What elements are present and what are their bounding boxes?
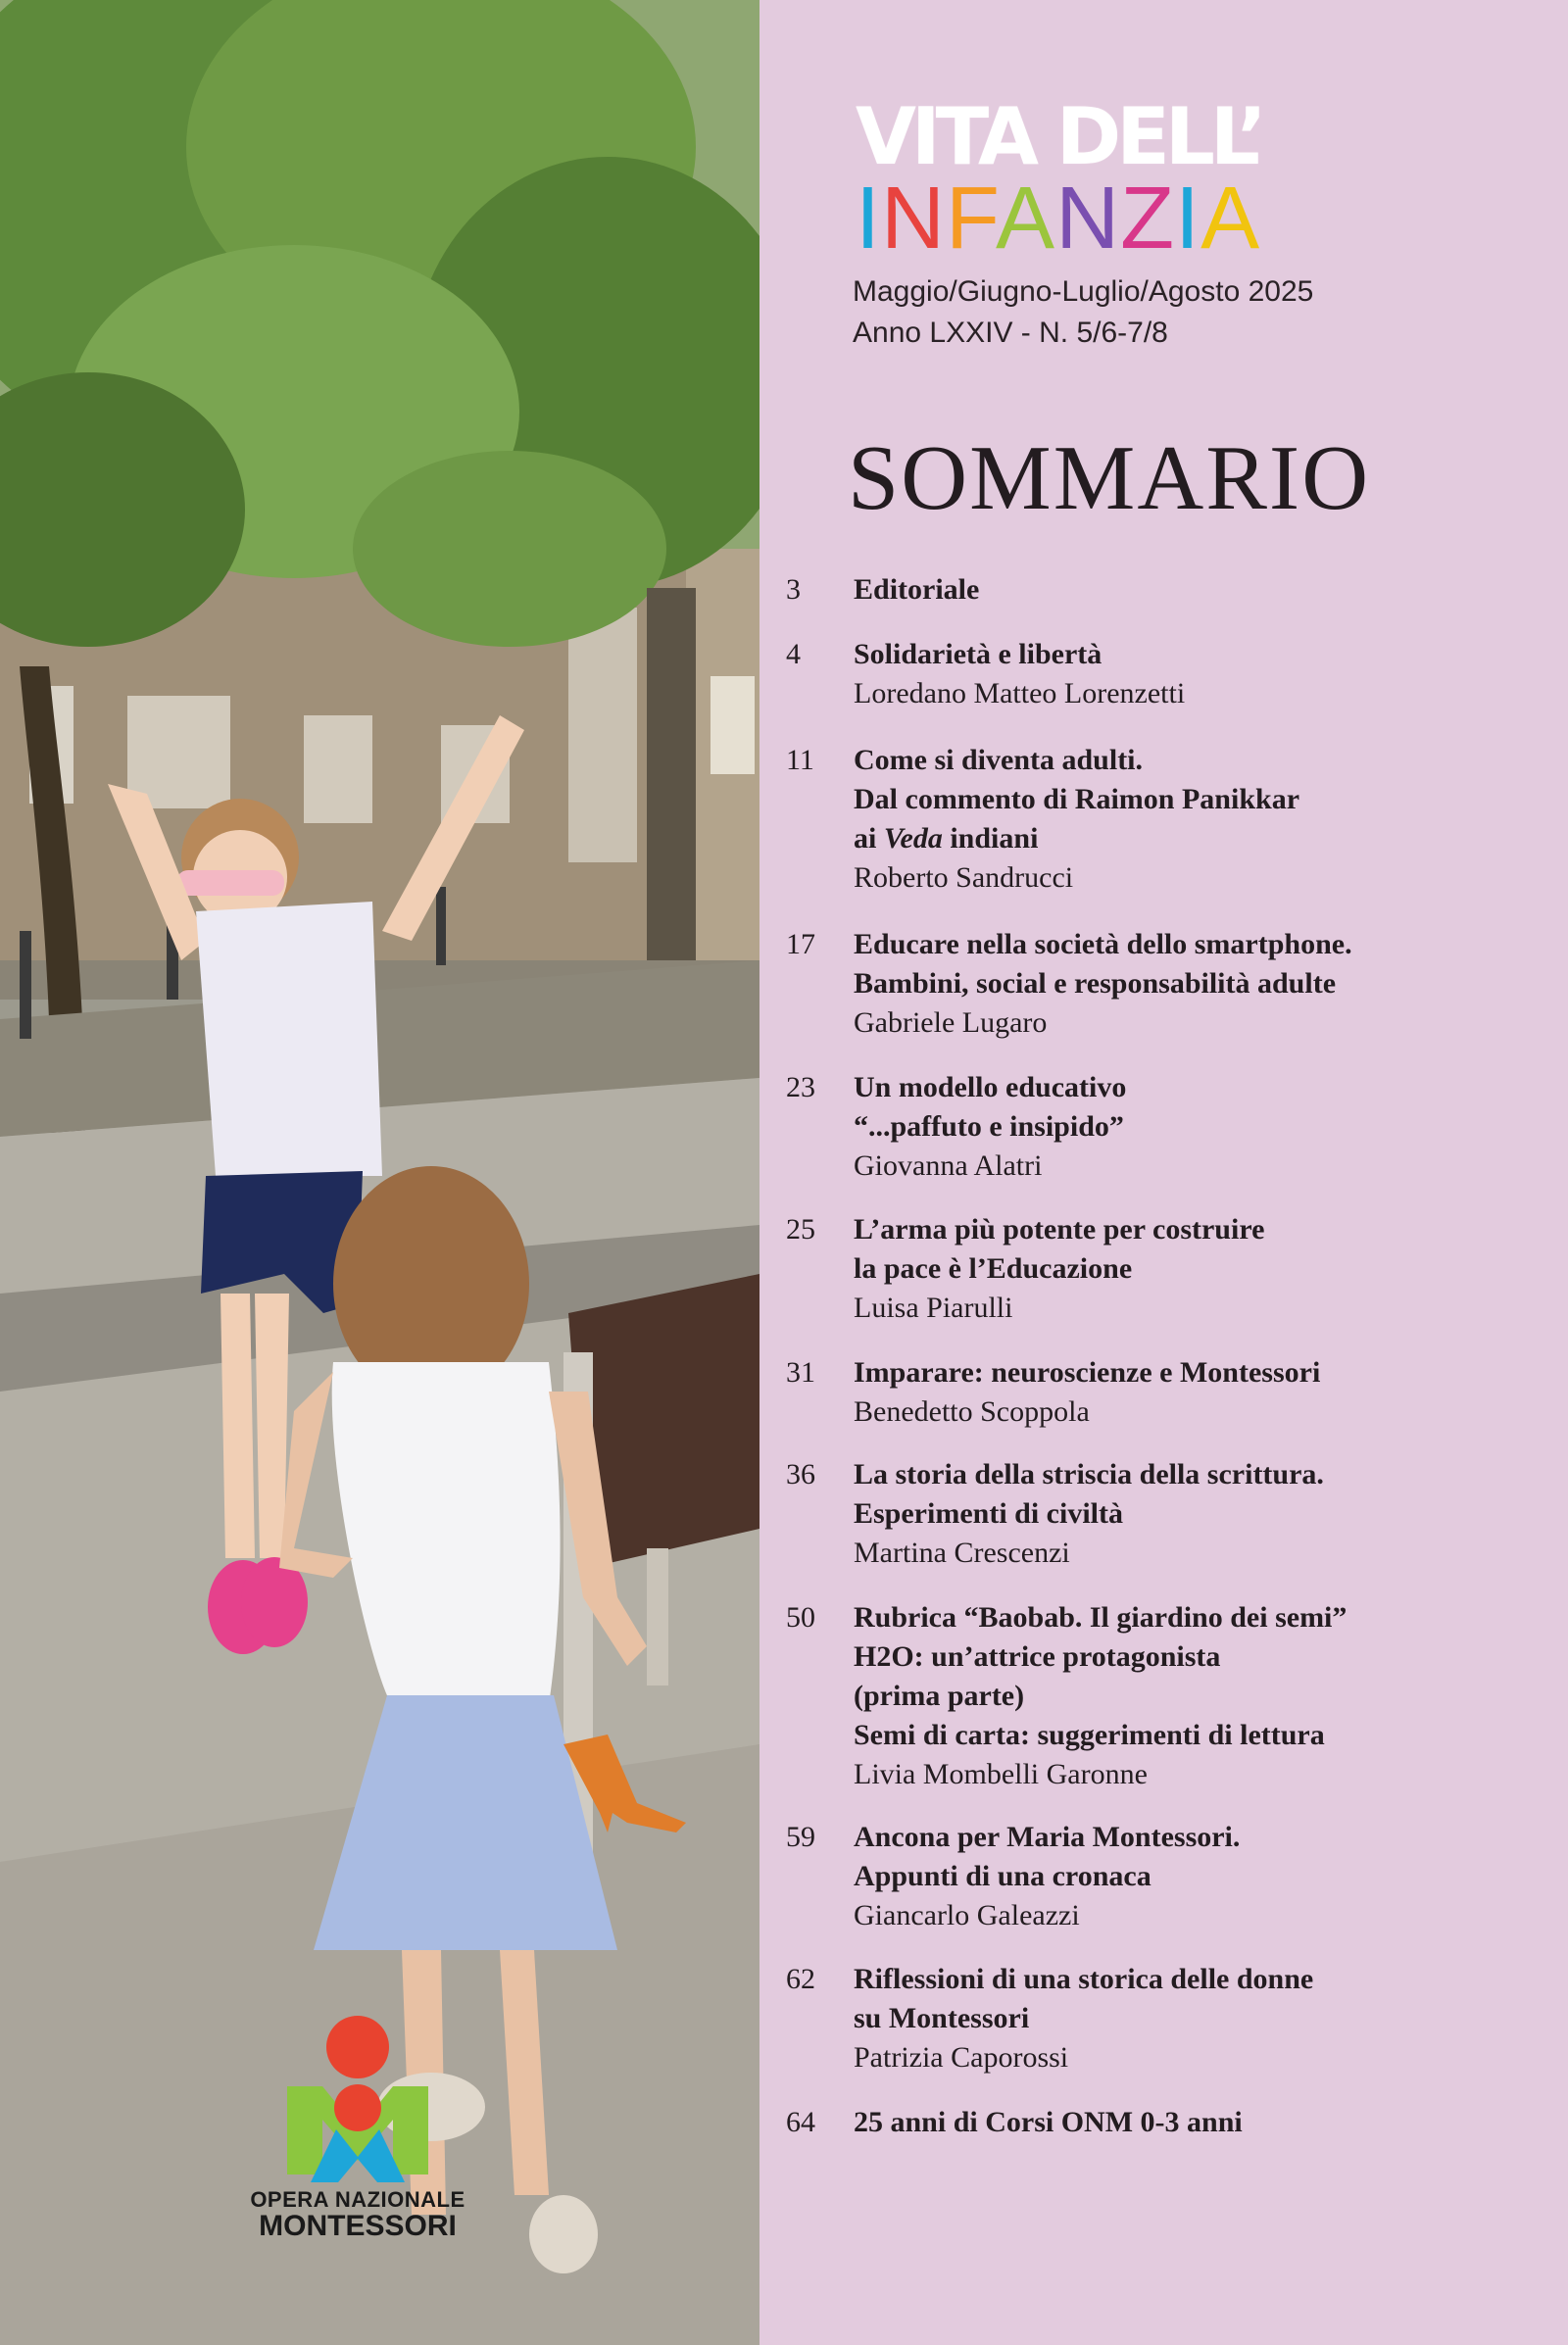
cover-photo bbox=[0, 0, 760, 2345]
toc-title-line: La storia della striscia della scrittura. bbox=[854, 1458, 1324, 1490]
toc-title-line: Un modello educativo bbox=[854, 1071, 1127, 1103]
masthead-letter: A bbox=[1200, 170, 1261, 268]
toc-page-number: 25 bbox=[786, 1213, 815, 1246]
toc-title-line: su Montessori bbox=[854, 2002, 1030, 2034]
toc-title-line: Appunti di una cronaca bbox=[854, 1860, 1152, 1892]
toc-author: Giovanna Alatri bbox=[854, 1149, 1043, 1182]
toc-title-line: Editoriale bbox=[854, 573, 980, 606]
masthead-letter: N bbox=[1055, 170, 1121, 268]
toc-title-line: “...paffuto e insipido” bbox=[854, 1110, 1124, 1143]
toc-author: Loredano Matteo Lorenzetti bbox=[854, 677, 1186, 709]
logo-line-1: OPERA NAZIONALE bbox=[250, 2187, 466, 2212]
toc-page-number: 3 bbox=[786, 573, 801, 606]
masthead-letter: I bbox=[1175, 170, 1201, 268]
logo-line-2: MONTESSORI bbox=[259, 2210, 457, 2242]
toc-author: Giancarlo Galeazzi bbox=[854, 1899, 1080, 1931]
toc-title-line: L’arma più potente per costruire bbox=[854, 1213, 1265, 1246]
toc-title-line: Semi di carta: suggerimenti di lettura bbox=[854, 1719, 1325, 1751]
onm-logo-mark bbox=[220, 2014, 495, 2188]
toc-title-line: ai Veda indiani bbox=[854, 822, 1039, 855]
masthead-letter: A bbox=[996, 170, 1056, 268]
opera-nazionale-montessori-logo bbox=[220, 2014, 495, 2242]
toc-title-line: Educare nella società dello smartphone. bbox=[854, 928, 1352, 960]
toc-author: Roberto Sandrucci bbox=[854, 861, 1074, 894]
toc-page-number: 31 bbox=[786, 1356, 815, 1389]
toc-author: Gabriele Lugaro bbox=[854, 1006, 1048, 1039]
toc-title-line: Bambini, social e responsabilità adulte bbox=[854, 967, 1337, 1000]
issue-number: Anno LXXIV - N. 5/6-7/8 bbox=[853, 317, 1168, 349]
toc-author: Benedetto Scoppola bbox=[854, 1395, 1090, 1428]
masthead-letter: F bbox=[946, 170, 997, 268]
toc-title-line: Riflessioni di una storica delle donne bbox=[854, 1963, 1314, 1995]
sommario-heading: SOMMARIO bbox=[848, 427, 1371, 529]
toc-page-number: 36 bbox=[786, 1458, 815, 1490]
toc-author: Martina Crescenzi bbox=[854, 1537, 1070, 1569]
toc-title-line: Solidarietà e libertà bbox=[854, 638, 1102, 670]
toc-title-line: Come si diventa adulti. bbox=[854, 744, 1144, 776]
contents-panel bbox=[760, 0, 1568, 2345]
toc-page-number: 62 bbox=[786, 1963, 815, 1995]
toc-title-line: la pace è l’Educazione bbox=[854, 1252, 1133, 1285]
toc-author: Luisa Piarulli bbox=[854, 1292, 1013, 1324]
toc-title-line: Ancona per Maria Montessori. bbox=[854, 1821, 1241, 1853]
toc-title-line: (prima parte) bbox=[854, 1680, 1025, 1712]
toc-page-number: 11 bbox=[786, 744, 814, 776]
toc-page-number: 23 bbox=[786, 1071, 815, 1103]
toc-title-line: Imparare: neuroscienze e Montessori bbox=[854, 1356, 1321, 1389]
toc-page-number: 17 bbox=[786, 928, 815, 960]
masthead-letter: I bbox=[856, 170, 882, 268]
toc-title-line: Rubrica “Baobab. Il giardino dei semi” bbox=[854, 1601, 1348, 1634]
toc-title-line: 25 anni di Corsi ONM 0-3 anni bbox=[854, 2106, 1243, 2138]
toc-page-number: 59 bbox=[786, 1821, 815, 1853]
toc-page-number: 4 bbox=[786, 638, 801, 670]
masthead-line-2 bbox=[856, 170, 1261, 268]
toc-title-line: Dal commento di Raimon Panikkar bbox=[854, 783, 1300, 815]
issue-date: Maggio/Giugno-Luglio/Agosto 2025 bbox=[853, 275, 1314, 308]
toc-page-number: 64 bbox=[786, 2106, 815, 2138]
masthead-letter: Z bbox=[1120, 170, 1176, 268]
masthead-letter: N bbox=[881, 170, 947, 268]
toc-author: Patrizia Caporossi bbox=[854, 2041, 1069, 2074]
masthead-line-1: VITA DELL’ bbox=[856, 91, 1262, 182]
toc-title-line: H2O: un’attrice protagonista bbox=[854, 1640, 1221, 1673]
toc-page-number: 50 bbox=[786, 1601, 815, 1634]
toc-author: Livia Mombelli Garonne bbox=[854, 1758, 1148, 1790]
cover-photo-illustration bbox=[0, 0, 760, 2345]
toc-title-line: Esperimenti di civiltà bbox=[854, 1497, 1123, 1530]
